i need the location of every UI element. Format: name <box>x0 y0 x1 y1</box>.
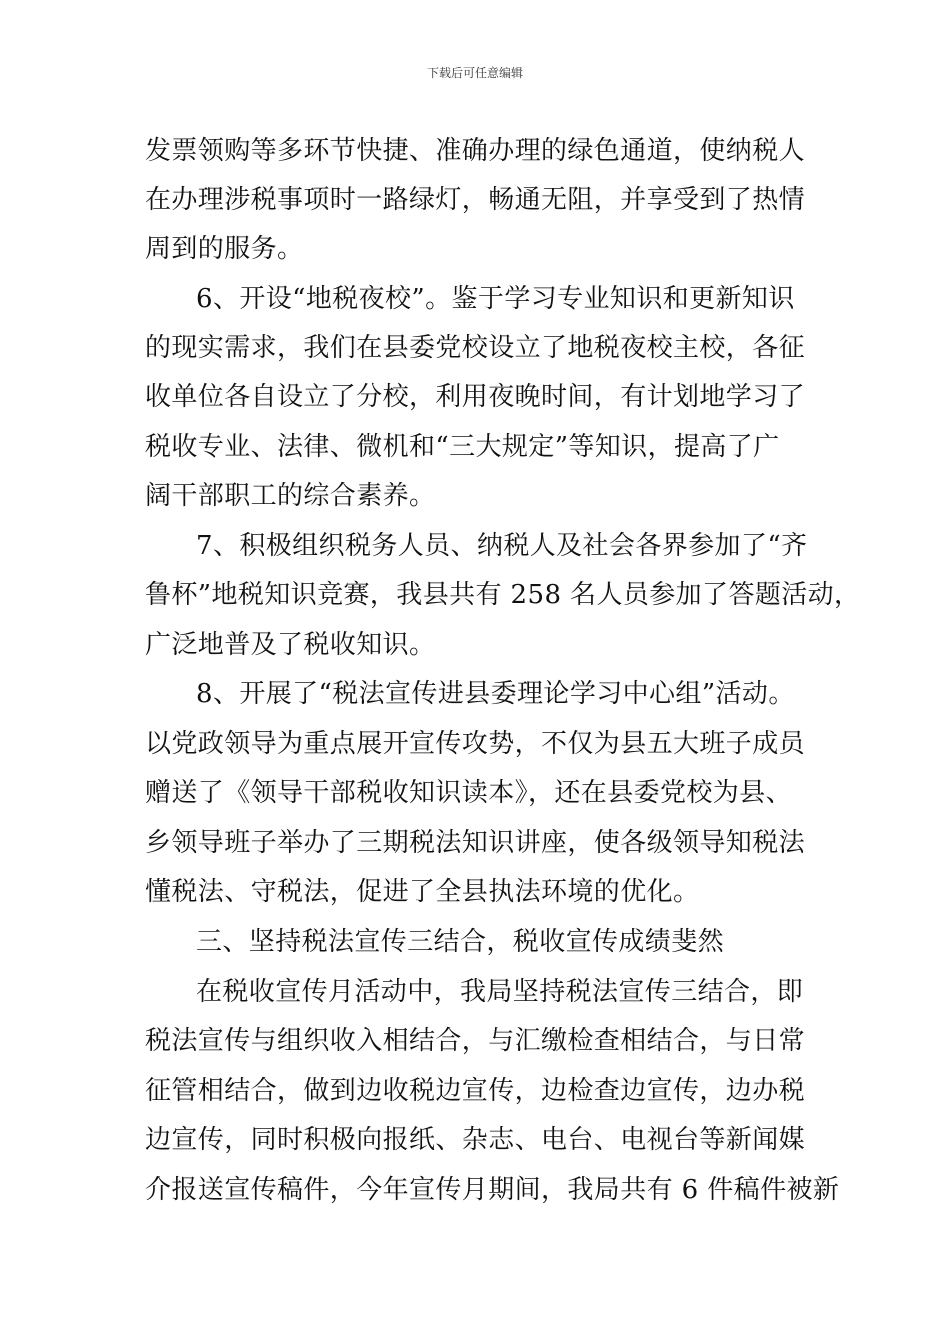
text-line: 收单位各自设立了分校，利用夜晚时间，有计划地学习了 <box>145 382 806 412</box>
paragraph-start: 在税收宣传月活动中，我局坚持税法宣传三结合，即 <box>196 977 804 1007</box>
text-line: 税收专业、法律、微机和“三大规定”等知识，提高了广 <box>145 432 780 462</box>
text-line: 乡领导班子举办了三期税法知识讲座，使各级领导知税法 <box>145 828 806 858</box>
text-line: 懂税法、守税法，促进了全县执法环境的优化。 <box>145 877 700 907</box>
text-line: 边宣传，同时积极向报纸、杂志、电台、电视台等新闻媒 <box>145 1125 806 1155</box>
text-line: 周到的服务。 <box>145 234 304 264</box>
text-line: 的现实需求，我们在县委党校设立了地税夜校主校，各征 <box>145 333 806 363</box>
text-line: 征管相结合，做到边收税边宣传，边检查边宣传，边办税 <box>145 1076 806 1106</box>
text-line: 在办理涉税事项时一路绿灯，畅通无阻，并享受到了热情 <box>145 185 806 215</box>
text-line: 税法宣传与组织收入相结合，与汇缴检查相结合，与日常 <box>145 1026 806 1056</box>
text-line: 发票领购等多环节快捷、准确办理的绿色通道，使纳税人 <box>145 136 806 166</box>
text-line: 介报送宣传稿件，今年宣传月期间，我局共有 6 件稿件被新 <box>145 1175 840 1205</box>
page-header: 下载后可任意编辑 <box>426 66 523 80</box>
text-line: 赠送了《领导干部税收知识读本》，还在县委党校为县、 <box>145 778 793 808</box>
paragraph-start: 6、开设“地税夜校”。鉴于学习专业知识和更新知识 <box>196 284 795 314</box>
text-line: 以党政领导为重点展开宣传攻势，不仅为县五大班子成员 <box>145 729 806 759</box>
text-line: 鲁杯”地税知识竞赛，我县共有 258 名人员参加了答题活动， <box>145 580 861 610</box>
paragraph-start: 8、开展了“税法宣传进县委理论学习中心组”活动。 <box>196 679 795 709</box>
paragraph-start: 7、积极组织税务人员、纳税人及社会各界参加了“齐 <box>196 531 808 561</box>
text-line: 广泛地普及了税收知识。 <box>145 630 436 660</box>
section-heading: 三、坚持税法宣传三结合，税收宣传成绩斐然 <box>196 927 725 957</box>
text-line: 阔干部职工的综合素养。 <box>145 481 436 511</box>
